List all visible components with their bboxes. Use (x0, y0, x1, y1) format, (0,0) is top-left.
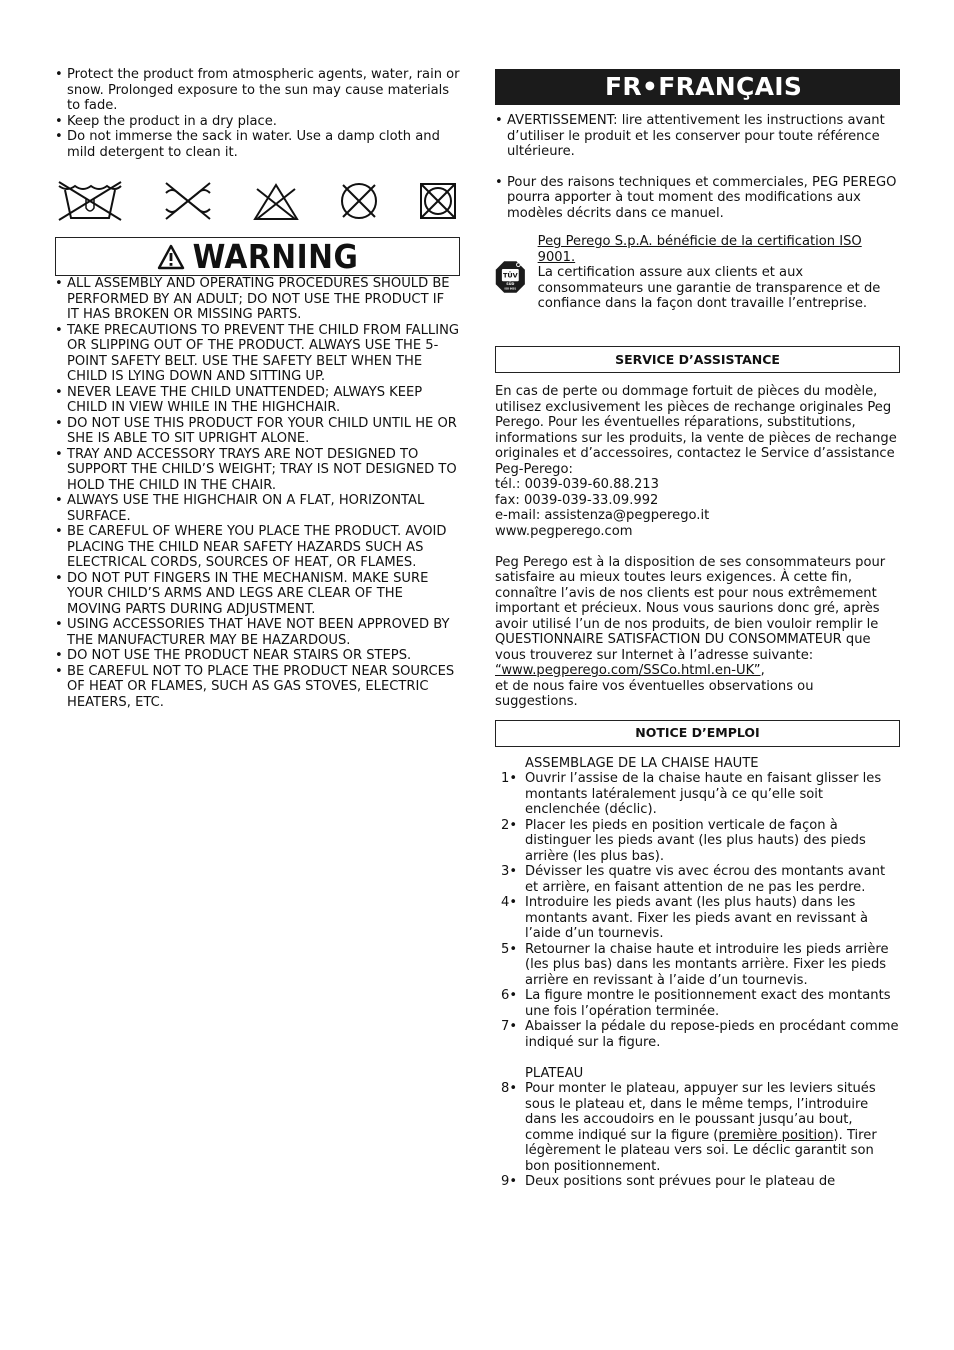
notice-section-title: NOTICE D’EMPLOI (495, 720, 900, 747)
service-tel: tél.: 0039-039-60.88.213 (495, 477, 659, 492)
step-item: 8• Pour monter le plateau, appuyer sur les leviers situés sous le plateau et, dans le même temps, l’introduire dans les accoudoirs en le poussant jusqu’au bout, comme indiqué sur la figure (première position). Tirer légèrement le plateau vers soi. Le déclic garantit son bon positionnement. (501, 1081, 877, 1174)
survey-tail: et de nous faire vos éventuelles observations ou suggestions. (495, 678, 814, 709)
service-body: En cas de perte ou dommage fortuit de pièces du modèle, utilisez exclusivement les pièces de rechange originales Peg Perego. Pour les éventuelles réparations, substitutions, informations sur les produits, la vente de pièces de rechange originales et d’accessoires, contactez le Service d’assistance Peg-Perego: (495, 384, 897, 477)
care-symbols-row (55, 179, 458, 223)
assembly-heading: ASSEMBLAGE DE LA CHAISE HAUTE (525, 755, 759, 771)
sud-logo-text: SÜD (506, 282, 515, 287)
warning-item: • TAKE PRECAUTIONS TO PREVENT THE CHILD FROM FALLING OR SLIPPING OUT OF THE PRODUCT. ALWAYS USE THE 5-POINT SAFETY BELT. USE THE SAFETY BELT WHEN THE CHILD IS LYING DOWN AND SITTING UP. (55, 323, 460, 385)
intro-list-2 (495, 175, 900, 222)
certification-body: La certification assure aux clients et aux consommateurs une garantie de transparence et de confiance dans la façon dont travaille l’entreprise. (537, 265, 881, 311)
warning-item: • BE CAREFUL OF WHERE YOU PLACE THE PRODUCT. AVOID PLACING THE CHILD NEAR SAFETY HAZARDS SUCH AS ELECTRICAL CORDS, SOURCES OF HEAT, OR FLAMES. (55, 524, 460, 571)
warning-item: • ALL ASSEMBLY AND OPERATING PROCEDURES SHOULD BE PERFORMED BY AN ADULT; DO NOT USE THE PRODUCT IF IT HAS BROKEN OR MISSING PARTS. (55, 276, 460, 323)
certification-link[interactable]: Peg Perego S.p.A. bénéficie de la certification ISO 9001. (537, 234, 862, 265)
do-not-bleach-icon (251, 181, 301, 221)
step-item: 9• Deux positions sont prévues pour le plateau de (501, 1174, 836, 1189)
warning-item: • DO NOT USE THE PRODUCT NEAR STAIRS OR STEPS. (55, 648, 460, 664)
service-website[interactable]: www.pegperego.com (495, 523, 633, 539)
warning-title: WARNING (192, 237, 359, 276)
tuv-certification-logo (495, 234, 526, 320)
do-not-tumble-dry-square-icon (418, 181, 458, 221)
assembly-steps (495, 771, 900, 1050)
right-column (495, 69, 900, 1190)
intro-item: • Pour des raisons techniques et commerciales, PEG PEREGO pourra apporter à tout moment des modifications aux modèles décrits dans ce manuel. (495, 175, 900, 222)
warning-item: • USING ACCESSORIES THAT HAVE NOT BEEN APPROVED BY THE MANUFACTURER MAY BE HAZARDOUS. (55, 617, 460, 648)
left-column (55, 67, 460, 710)
warning-item: • DO NOT USE THIS PRODUCT FOR YOUR CHILD UNTIL HE OR SHE IS ABLE TO SIT UPRIGHT ALONE. (55, 416, 460, 447)
service-block (495, 384, 900, 539)
survey-link[interactable]: “www.pegperego.com/SSCo.html.en-UK” (495, 663, 761, 678)
care-item: • Do not immerse the sack in water. Use a damp cloth and mild detergent to clean it. (55, 129, 460, 160)
warning-item: • NEVER LEAVE THE CHILD UNATTENDED; ALWAYS KEEP CHILD IN VIEW WHILE IN THE HIGHCHAIR. (55, 385, 460, 416)
tray-heading: PLATEAU (525, 1065, 584, 1081)
intro-item: • AVERTISSEMENT: lire attentivement les instructions avant d’utiliser le produit et les conserver pour toute référence ultérieure. (495, 113, 900, 160)
instructions-block (495, 756, 900, 1190)
language-header: FR•FRANÇAIS (495, 69, 900, 105)
do-not-wring-icon (162, 181, 214, 221)
survey-block (495, 555, 900, 710)
step-item: 4• Introduire les pieds avant (les plus hauts) dans les montants avant. Fixer les pieds avant en revissant à l’aide d’un tournevis. (501, 895, 869, 941)
care-item: • Protect the product from atmospheric agents, water, rain or snow. Prolonged exposure to the sun may cause materials to fade. (55, 67, 460, 114)
do-not-wash-icon (55, 180, 125, 222)
survey-comma: , (760, 663, 765, 678)
care-item: • Keep the product in a dry place. (55, 114, 460, 130)
certification-text (538, 234, 900, 320)
first-position-link: première position (718, 1127, 834, 1143)
service-fax: fax: 0039-039-33.09.992 (495, 492, 659, 508)
step-item: 5• Retourner la chaise haute et introduire les pieds arrière (les plus bas) dans les montants arrière. Fixer les pieds arrière en revissant à l’aide d’un tournevis. (501, 941, 889, 988)
warning-item: • BE CAREFUL NOT TO PLACE THE PRODUCT NEAR SOURCES OF HEAT OR FLAMES, SUCH AS GAS STOVES, ELECTRIC HEATERS, ETC. (55, 664, 460, 711)
survey-body: Peg Perego est à la disposition de ses consommateurs pour satisfaire au mieux toutes leurs exigences. À cette fin, connaître l’avis de nos clients est pour nous extrêmement important et précieux. Nous vous saurions donc gré, après avoir utilisé l’un de nos produits, de bien vouloir remplir le QUESTIONNAIRE SATISFACTION DU CONSOMMATEUR que vous trouverez sur Internet à l’adresse suivante: (495, 554, 886, 663)
tuv-logo-text: TÜV (502, 271, 518, 280)
tray-steps (495, 1081, 900, 1190)
service-email[interactable]: e-mail: assistenza@pegperego.it (495, 508, 710, 523)
step-item: 7• Abaisser la pédale du repose-pieds en procédant comme indiqué sur la figure. (501, 1019, 899, 1050)
step-item: 3• Dévisser les quatre vis avec écrou des montants avant et arrière, en faisant attention de ne pas les perdre. (501, 864, 886, 895)
do-not-tumble-dry-icon (337, 180, 381, 222)
warning-item: • DO NOT PUT FINGERS IN THE MECHANISM. MAKE SURE YOUR CHILD’S ARMS AND LEGS ARE CLEAR OF THE MOVING PARTS DURING ADJUSTMENT. (55, 571, 460, 618)
warning-list (55, 276, 460, 710)
step-item: 1• Ouvrir l’assise de la chaise haute en faisant glisser les montants latéralement jusqu’à ce qu’elle soit enclenchée (déclic). (501, 771, 882, 817)
care-list (55, 67, 460, 160)
certification-block (495, 234, 900, 320)
warning-item: • ALWAYS USE THE HIGHCHAIR ON A FLAT, HORIZONTAL SURFACE. (55, 493, 460, 524)
service-section-title: SERVICE D’ASSISTANCE (495, 346, 900, 373)
intro-list (495, 113, 900, 160)
step-item: 2• Placer les pieds en position verticale de façon à distinguer les pieds avant (les plus hauts) des pieds arrière (les plus bas). (501, 817, 866, 864)
warning-item: • TRAY AND ACCESSORY TRAYS ARE NOT DESIGNED TO SUPPORT THE CHILD’S WEIGHT; TRAY IS NOT DESIGNED TO HOLD THE CHILD IN THE CHAIR. (55, 447, 460, 494)
warning-banner (55, 237, 460, 276)
iso-logo-text: ISO 9001 (504, 287, 517, 291)
warning-triangle-icon (157, 244, 185, 270)
step-item: 6• La figure montre le positionnement exact des montants une fois l’opération terminée. (501, 988, 891, 1019)
